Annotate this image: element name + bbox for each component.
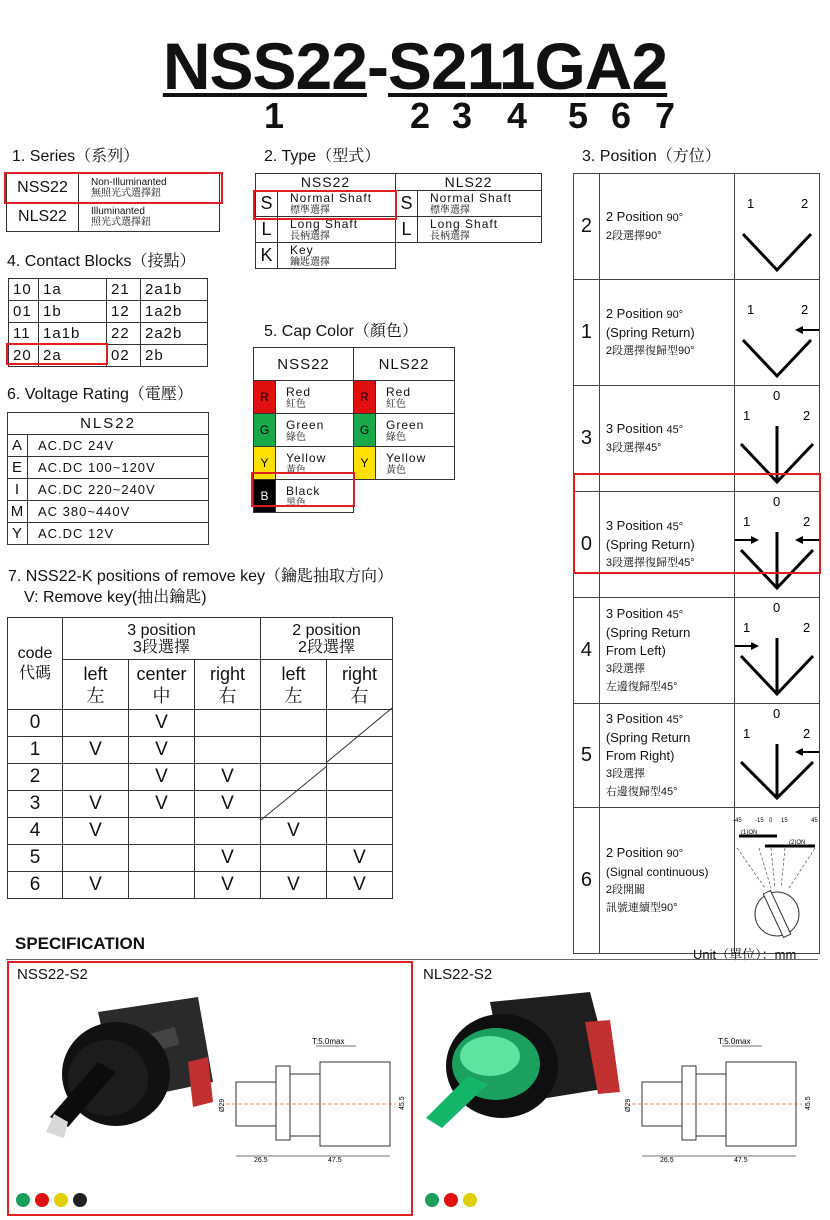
svg-text:47.5: 47.5 bbox=[734, 1157, 748, 1164]
color-dot-yellow bbox=[54, 1193, 68, 1207]
svg-text:1: 1 bbox=[742, 726, 751, 741]
type-cn: 標準選擇 bbox=[430, 205, 470, 216]
col-center-cn: 中 bbox=[152, 685, 171, 706]
contact-title: 4. Contact Blocks（接點） bbox=[7, 253, 196, 270]
position-row: 6 2 Position 90° (Signal continuous) 2段開關 訊號連續型90° -45 -15 0 15 45 (1)ON (2)ON bbox=[574, 808, 820, 954]
cap-en: Red bbox=[386, 384, 412, 399]
type-en: Normal Shaft bbox=[290, 191, 373, 205]
cap-cn: 黑色 bbox=[286, 497, 306, 509]
contact-code: 11 bbox=[9, 323, 39, 345]
spec-nls-model: NLS22-S2 bbox=[423, 966, 493, 983]
group-3pos: 3 position bbox=[127, 621, 196, 639]
position-diagram-6 bbox=[732, 808, 819, 948]
type-row bbox=[256, 243, 542, 269]
spec-divider bbox=[6, 959, 818, 960]
nls-color-dots bbox=[425, 1193, 482, 1212]
part-code-type: S bbox=[387, 29, 431, 103]
cap-cn: 紅色 bbox=[286, 398, 306, 410]
key-row: 3 V V V bbox=[8, 791, 393, 818]
col-left: left bbox=[83, 663, 108, 684]
position-code: 5 bbox=[574, 704, 600, 808]
svg-text:1: 1 bbox=[742, 620, 751, 635]
part-code-dash: - bbox=[366, 29, 388, 103]
type-table bbox=[255, 173, 542, 269]
contact-desc: 2a1b bbox=[141, 279, 208, 301]
contact-code: 10 bbox=[9, 279, 39, 301]
contact-code: 21 bbox=[107, 279, 141, 301]
contact-desc: 2a bbox=[39, 345, 107, 367]
col-right-cn: 右 bbox=[218, 685, 237, 706]
remove-key-subtitle: V: Remove key(抽出鑰匙) bbox=[24, 589, 207, 606]
voltage-value: AC.DC 24V bbox=[28, 435, 209, 457]
cap-swatch-yellow: Y bbox=[254, 447, 276, 480]
cap-header-nss: NSS22 bbox=[254, 348, 354, 381]
type-cn: 長柄選擇 bbox=[430, 231, 470, 242]
nls-product-photo bbox=[420, 992, 620, 1142]
cap-swatch-red: R bbox=[254, 381, 276, 414]
position-row: 2 2 Position 90° 2段選擇90° 1 2 bbox=[574, 174, 820, 280]
group-2pos: 2 position bbox=[292, 621, 361, 639]
svg-text:-15: -15 bbox=[754, 818, 764, 824]
code-digit-4: 4 bbox=[507, 95, 528, 136]
col-right: right bbox=[209, 663, 245, 684]
contact-code: 02 bbox=[107, 345, 141, 367]
type-en: Long Shaft bbox=[430, 217, 499, 231]
voltage-header: NLS22 bbox=[8, 413, 209, 435]
cap-en: Green bbox=[286, 417, 325, 432]
svg-text:15: 15 bbox=[780, 818, 788, 824]
type-code: S bbox=[396, 191, 418, 217]
type-header-nls: NLS22 bbox=[396, 174, 542, 191]
position-row: 1 2 Position 90° (Spring Return) 2段選擇復歸型90° 1 2 bbox=[574, 280, 820, 386]
svg-text:1: 1 bbox=[746, 196, 755, 211]
position-code: 6 bbox=[574, 808, 600, 954]
key-row: 2 V V bbox=[8, 764, 393, 791]
type-cn: 鑰匙選擇 bbox=[290, 257, 330, 268]
part-code bbox=[0, 28, 830, 104]
cap-swatch-green: G bbox=[254, 414, 276, 447]
cap-en: Green bbox=[386, 417, 425, 432]
key-row: 6 V V V V bbox=[8, 872, 393, 899]
svg-text:45.5: 45.5 bbox=[399, 1096, 406, 1110]
voltage-row bbox=[8, 457, 209, 479]
cap-header-nls: NLS22 bbox=[354, 348, 455, 381]
contact-code: 01 bbox=[9, 301, 39, 323]
series-code: NSS22 bbox=[7, 174, 79, 203]
svg-text:(1)ON: (1)ON bbox=[740, 830, 758, 836]
svg-text:45.5: 45.5 bbox=[805, 1096, 812, 1110]
voltage-code: Y bbox=[8, 523, 28, 545]
series-desc-en: Non-Illuminanted bbox=[91, 177, 167, 188]
series-desc-cn: 無照光式選擇鈕 bbox=[91, 188, 161, 199]
cap-swatch-green: G bbox=[354, 414, 376, 447]
col-right-cn: 右 bbox=[350, 685, 369, 706]
nls-dimension-drawing bbox=[622, 1036, 814, 1166]
cap-row bbox=[254, 414, 455, 447]
svg-text:T:5.0max: T:5.0max bbox=[312, 1037, 345, 1046]
group-3pos-cn: 3段選擇 bbox=[133, 638, 190, 656]
code-label: code bbox=[17, 644, 53, 662]
color-dot-red bbox=[35, 1193, 49, 1207]
code-label-cn: 代碼 bbox=[18, 664, 51, 682]
voltage-title: 6. Voltage Rating（電壓） bbox=[7, 386, 193, 403]
series-desc-en: Illuminanted bbox=[91, 206, 145, 217]
voltage-value: AC 380~440V bbox=[28, 501, 209, 523]
nss-product-photo bbox=[28, 992, 218, 1142]
color-dot-yellow bbox=[463, 1193, 477, 1207]
type-code: L bbox=[396, 217, 418, 243]
contact-desc: 1b bbox=[39, 301, 107, 323]
cap-en: Black bbox=[286, 483, 321, 498]
cap-cn: 黃色 bbox=[386, 464, 406, 476]
svg-text:2: 2 bbox=[802, 514, 811, 529]
code-digit-7: 7 bbox=[655, 95, 676, 136]
svg-text:T:5.0max: T:5.0max bbox=[718, 1037, 751, 1046]
svg-text:Ø29: Ø29 bbox=[625, 1098, 632, 1112]
svg-text:2: 2 bbox=[802, 408, 811, 423]
spec-unit: Unit（單位）：mm bbox=[693, 947, 797, 962]
type-highlight bbox=[253, 190, 397, 220]
voltage-value: AC.DC 220~240V bbox=[28, 479, 209, 501]
type-code: S bbox=[256, 191, 278, 217]
nss-dimension-drawing bbox=[216, 1036, 408, 1166]
position-diagram-1 bbox=[735, 280, 819, 380]
contact-row bbox=[9, 279, 208, 301]
position-code: 3 bbox=[574, 386, 600, 492]
series-row bbox=[7, 203, 220, 232]
svg-text:-45: -45 bbox=[732, 818, 742, 824]
position-code: 1 bbox=[574, 280, 600, 386]
svg-text:0: 0 bbox=[768, 818, 773, 824]
svg-text:0: 0 bbox=[772, 494, 781, 509]
series-highlight bbox=[4, 172, 223, 204]
cap-swatch-yellow: Y bbox=[354, 447, 376, 480]
svg-text:0: 0 bbox=[772, 600, 781, 615]
part-code-contact: 11 bbox=[466, 29, 535, 103]
color-dot-black bbox=[73, 1193, 87, 1207]
remove-key-title: 7. NSS22-K positions of remove key（鑰匙抽取方向） bbox=[8, 568, 394, 585]
col-left: left bbox=[281, 663, 306, 684]
position-diagram-2 bbox=[735, 174, 819, 274]
svg-text:0: 0 bbox=[772, 706, 781, 721]
contact-code: 12 bbox=[107, 301, 141, 323]
svg-text:26.5: 26.5 bbox=[660, 1157, 674, 1164]
cap-highlight bbox=[251, 472, 355, 507]
svg-text:2: 2 bbox=[800, 196, 809, 211]
contact-highlight bbox=[6, 343, 108, 365]
cap-cn: 綠色 bbox=[286, 431, 306, 443]
position-diagram-4 bbox=[735, 598, 819, 698]
color-dot-green bbox=[425, 1193, 439, 1207]
code-digit-6: 6 bbox=[611, 95, 632, 136]
svg-text:(2)ON: (2)ON bbox=[788, 840, 806, 846]
position-diagram-3 bbox=[735, 386, 819, 486]
position-row: 5 3 Position 45° (Spring Return From Right) 3段選擇 右邊復歸型45° 0 1 2 bbox=[574, 704, 820, 808]
color-dot-green bbox=[16, 1193, 30, 1207]
position-highlight bbox=[573, 473, 821, 574]
color-dot-red bbox=[444, 1193, 458, 1207]
position-code: 2 bbox=[574, 174, 600, 280]
svg-text:47.5: 47.5 bbox=[328, 1157, 342, 1164]
svg-text:1: 1 bbox=[742, 408, 751, 423]
contact-row bbox=[9, 301, 208, 323]
key-row: 4 V V bbox=[8, 818, 393, 845]
svg-text:1: 1 bbox=[742, 514, 751, 529]
svg-text:2: 2 bbox=[802, 726, 811, 741]
key-row: 0 V bbox=[8, 710, 393, 737]
col-left-cn: 左 bbox=[284, 685, 303, 706]
voltage-code: I bbox=[8, 479, 28, 501]
svg-text:45: 45 bbox=[810, 818, 818, 824]
series-desc-cn: 照光式選擇鈕 bbox=[91, 217, 151, 228]
svg-text:2: 2 bbox=[800, 302, 809, 317]
voltage-code: M bbox=[8, 501, 28, 523]
position-row: 3 3 Position 45° 3段選擇45° 0 1 2 bbox=[574, 386, 820, 492]
code-digit-2: 2 bbox=[410, 95, 431, 136]
cap-cn: 黃色 bbox=[286, 464, 306, 476]
part-code-key: 2 bbox=[631, 29, 668, 103]
type-header-nss: NSS22 bbox=[256, 174, 396, 191]
col-right: right bbox=[341, 663, 377, 684]
series-code: NLS22 bbox=[7, 203, 79, 232]
type-title: 2. Type（型式） bbox=[264, 148, 381, 165]
cap-en: Yellow bbox=[286, 450, 327, 465]
type-en: Normal Shaft bbox=[430, 191, 513, 205]
position-code: 0 bbox=[574, 492, 600, 598]
nss-color-dots bbox=[16, 1193, 92, 1212]
position-row: 0 3 Position 45° (Spring Return) 3段選擇復歸型45° 0 1 2 bbox=[574, 492, 820, 598]
type-code: L bbox=[256, 217, 278, 243]
position-title: 3. Position（方位） bbox=[582, 148, 721, 165]
col-center: center bbox=[136, 663, 187, 684]
cap-cn: 綠色 bbox=[386, 431, 406, 443]
type-row bbox=[256, 217, 542, 243]
part-code-color: G bbox=[534, 29, 585, 103]
voltage-row bbox=[8, 523, 209, 545]
voltage-code: A bbox=[8, 435, 28, 457]
cap-row bbox=[254, 381, 455, 414]
col-left-cn: 左 bbox=[86, 685, 105, 706]
code-digit-1: 1 bbox=[264, 95, 285, 136]
svg-text:26.5: 26.5 bbox=[254, 1157, 268, 1164]
contact-code: 20 bbox=[9, 345, 39, 367]
voltage-value: AC.DC 100~120V bbox=[28, 457, 209, 479]
svg-text:Ø29: Ø29 bbox=[219, 1098, 226, 1112]
voltage-row bbox=[8, 501, 209, 523]
cap-swatch-red: R bbox=[354, 381, 376, 414]
type-en: Key bbox=[290, 243, 314, 257]
contact-desc: 1a2b bbox=[141, 301, 208, 323]
cap-en: Red bbox=[286, 384, 312, 399]
key-table-diagonals bbox=[261, 708, 393, 820]
svg-text:0: 0 bbox=[772, 388, 781, 403]
cap-title: 5. Cap Color（顏色） bbox=[264, 323, 418, 340]
part-code-series: NSS22 bbox=[162, 29, 367, 103]
cap-cn: 紅色 bbox=[386, 398, 406, 410]
contact-row bbox=[9, 323, 208, 345]
cap-swatch-black: B bbox=[254, 480, 276, 513]
contact-desc: 1a bbox=[39, 279, 107, 301]
key-row: 5 V V bbox=[8, 845, 393, 872]
key-row: 1 V V bbox=[8, 737, 393, 764]
cap-en: Yellow bbox=[386, 450, 427, 465]
type-en: Long Shaft bbox=[290, 217, 359, 231]
type-cn: 標準選擇 bbox=[290, 205, 330, 216]
voltage-table bbox=[7, 412, 209, 545]
contact-desc: 2a2b bbox=[141, 323, 208, 345]
part-code-voltage: A bbox=[584, 29, 632, 103]
code-digit-5: 5 bbox=[568, 95, 589, 136]
spec-nss-model: NSS22-S2 bbox=[17, 966, 88, 983]
position-row: 4 3 Position 45° (Spring Return From Left) 3段選擇 左邊復歸型45° 0 1 2 bbox=[574, 598, 820, 704]
code-digit-3: 3 bbox=[452, 95, 473, 136]
voltage-row bbox=[8, 435, 209, 457]
position-code: 4 bbox=[574, 598, 600, 704]
position-diagram-5 bbox=[735, 704, 819, 802]
type-cn: 長柄選擇 bbox=[290, 231, 330, 242]
group-2pos-cn: 2段選擇 bbox=[298, 638, 355, 656]
type-code: K bbox=[256, 243, 278, 269]
series-title: 1. Series（系列） bbox=[12, 148, 140, 165]
contact-code: 22 bbox=[107, 323, 141, 345]
contact-desc: 1a1b bbox=[39, 323, 107, 345]
contact-desc: 2b bbox=[141, 345, 208, 367]
voltage-code: E bbox=[8, 457, 28, 479]
spec-title: SPECIFICATION bbox=[15, 934, 146, 953]
part-code-position: 2 bbox=[430, 29, 467, 103]
voltage-value: AC.DC 12V bbox=[28, 523, 209, 545]
svg-text:2: 2 bbox=[802, 620, 811, 635]
voltage-row bbox=[8, 479, 209, 501]
svg-text:1: 1 bbox=[746, 302, 755, 317]
